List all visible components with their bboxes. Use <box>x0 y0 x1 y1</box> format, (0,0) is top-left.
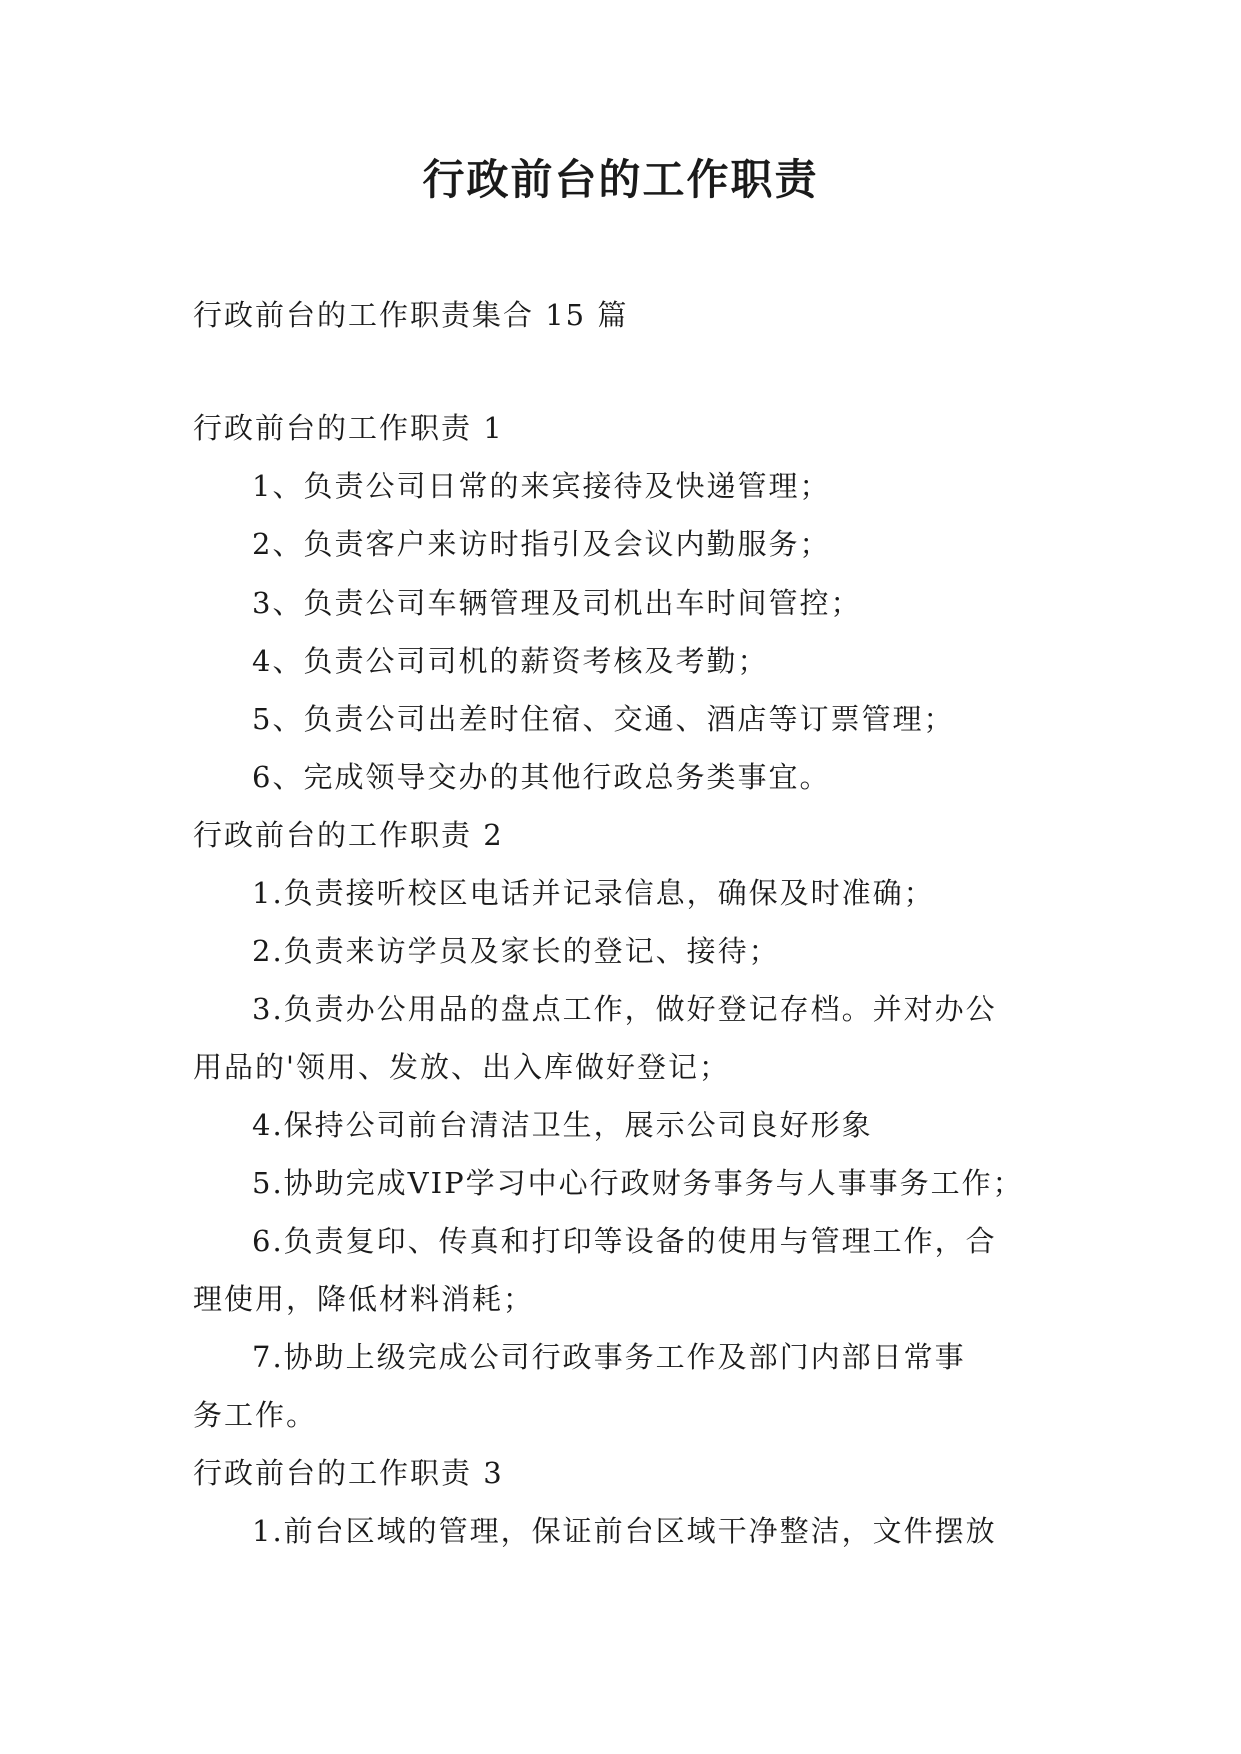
section-heading-3: 行政前台的工作职责 3 <box>193 1456 504 1490</box>
section-2-line-6: 5.协助完成VIP学习中心行政财务事务与人事事务工作； <box>252 1166 1024 1200</box>
section-2-line-7: 6.负责复印、传真和打印等设备的使用与管理工作，合 <box>252 1224 997 1258</box>
section-heading-1: 行政前台的工作职责 1 <box>193 411 504 445</box>
section-1-line-5: 5、负责公司出差时住宿、交通、酒店等订票管理； <box>252 702 955 736</box>
section-1-line-2: 2、负责客户来访时指引及会议内勤服务； <box>252 527 831 561</box>
section-2-line-5: 4.保持公司前台清洁卫生，展示公司良好形象 <box>252 1108 873 1142</box>
document-title: 行政前台的工作职责 <box>422 155 819 204</box>
section-2-line-9: 7.协助上级完成公司行政事务工作及部门内部日常事 <box>252 1340 966 1374</box>
section-1-line-4: 4、负责公司司机的薪资考核及考勤； <box>252 644 769 678</box>
section-3-line-1: 1.前台区域的管理，保证前台区域干净整洁，文件摆放 <box>252 1514 997 1548</box>
section-2-line-2: 2.负责来访学员及家长的登记、接待； <box>252 934 780 968</box>
section-2-line-1: 1.负责接听校区电话并记录信息，确保及时准确； <box>252 876 935 910</box>
document-subtitle: 行政前台的工作职责集合 15 篇 <box>193 298 629 332</box>
section-2-line-4: 用品的'领用、发放、出入库做好登记； <box>193 1050 730 1084</box>
section-2-line-10: 务工作。 <box>193 1398 318 1432</box>
section-1-line-3: 3、负责公司车辆管理及司机出车时间管控； <box>252 586 862 620</box>
section-2-line-3: 3.负责办公用品的盘点工作，做好登记存档。并对办公 <box>252 992 997 1026</box>
section-1-line-1: 1、负责公司日常的来宾接待及快递管理； <box>252 469 831 503</box>
section-2-line-8: 理使用，降低材料消耗； <box>193 1282 535 1316</box>
section-heading-2: 行政前台的工作职责 2 <box>193 818 504 852</box>
section-1-line-6: 6、完成领导交办的其他行政总务类事宜。 <box>252 760 831 794</box>
